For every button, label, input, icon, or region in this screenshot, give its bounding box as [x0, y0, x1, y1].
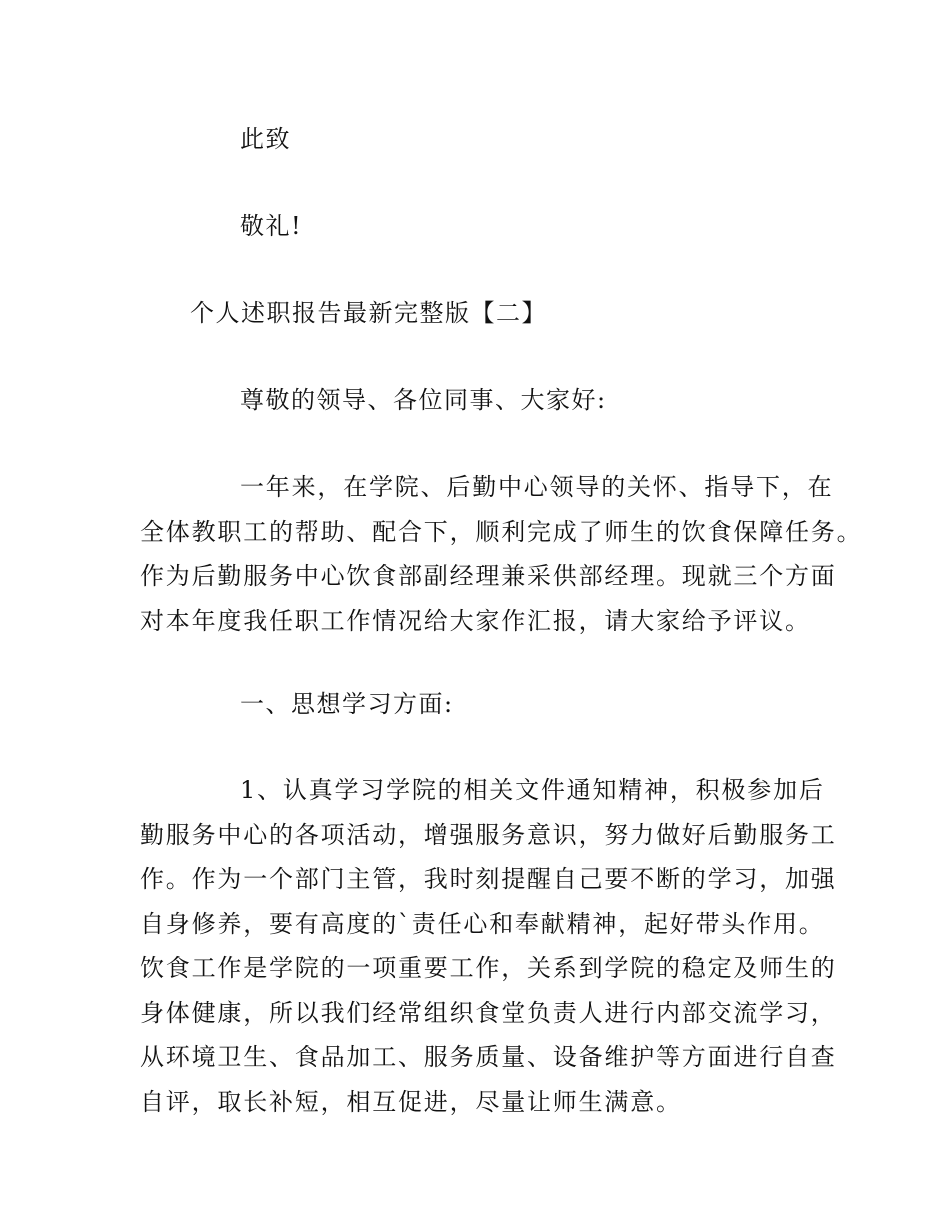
- paragraph-line: 一年来，在学院、后勤中心领导的关怀、指导下，在: [240, 473, 834, 501]
- paragraph-line: 自评，取长补短，相互促进，尽量让师生满意。: [140, 1087, 682, 1116]
- paragraph-line: 勤服务中心的各项活动，增强服务意识，努力做好后勤服务工: [140, 820, 837, 849]
- paragraph-intro: [140, 465, 863, 643]
- closing-regards: 敬礼!: [240, 212, 303, 240]
- closing-salutation: 此致: [240, 125, 291, 153]
- paragraph-line: 作。作为一个部门主管，我时刻提醒自己要不断的学习，加强: [140, 865, 837, 893]
- paragraph-line: 从环境卫生、食品加工、服务质量、设备维护等方面进行自查: [140, 1043, 837, 1071]
- paragraph-line: 1、认真学习学院的相关文件通知精神，积极参加后: [240, 776, 825, 804]
- paragraph-line: 饮食工作是学院的一项重要工作，关系到学院的稳定及师生的: [140, 954, 837, 982]
- paragraph-line: 身体健康，所以我们经常组织食堂负责人进行内部交流学习，: [140, 998, 837, 1027]
- paragraph-line: 对本年度我任职工作情况给大家作汇报，请大家给予评议。: [140, 606, 811, 635]
- paragraph-line: 作为后勤服务中心饮食部副经理兼采供部经理。现就三个方面: [140, 562, 837, 590]
- heading-ideology-study: 一、思想学习方面:: [240, 690, 454, 718]
- section-title: 个人述职报告最新完整版【二】: [190, 299, 547, 327]
- greeting: 尊敬的领导、各位同事、大家好:: [240, 386, 607, 414]
- paragraph-study-details: [140, 768, 837, 1124]
- paragraph-line: 全体教职工的帮助、配合下，顺利完成了师生的饮食保障任务。: [140, 517, 863, 546]
- paragraph-line: 自身修养，要有高度的`责任心和奉献精神，起好带头作用。: [140, 909, 825, 938]
